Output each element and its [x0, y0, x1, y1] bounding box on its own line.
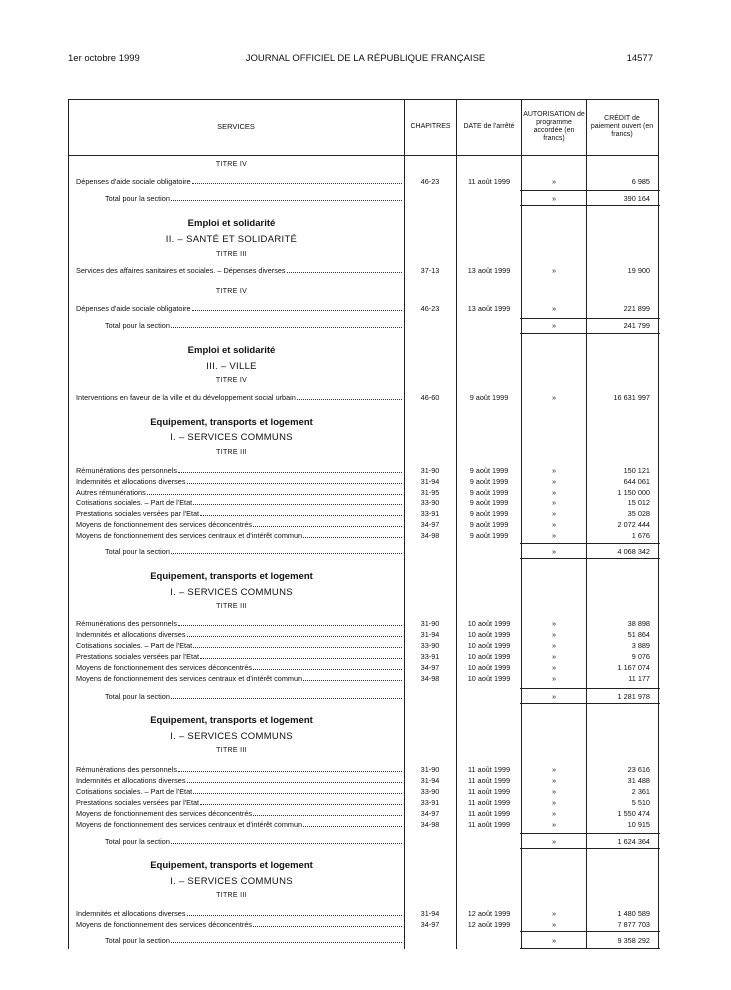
credit-cell: 10 915 — [627, 820, 650, 829]
chapitre-cell: 31-94 — [420, 909, 440, 918]
credit-cell: 23 616 — [627, 765, 650, 774]
chapitre-cell: 31-94 — [420, 630, 440, 639]
table-row — [68, 808, 659, 819]
chapitre-cell: 34-97 — [420, 920, 440, 929]
service-label: Rémunérations des personnels — [76, 466, 177, 475]
autorisation-cell: » — [551, 909, 557, 918]
col-header-services: SERVICES — [217, 122, 255, 131]
date-cell: 10 août 1999 — [467, 619, 511, 628]
autorisation-cell: » — [551, 776, 557, 785]
table-row — [68, 176, 659, 187]
page-number: 14577 — [626, 53, 653, 64]
chapitre-cell: 31-90 — [420, 765, 440, 774]
service-label: Prestations sociales versées par l'Etat — [76, 652, 200, 661]
chapitre-cell: 34-98 — [420, 820, 440, 829]
total-credit: 241 799 — [623, 321, 650, 330]
autorisation-cell: » — [551, 393, 557, 402]
date-cell: 11 août 1999 — [467, 820, 511, 829]
autorisation-cell: » — [551, 663, 557, 672]
col-header-chapitres: CHAPITRES — [410, 123, 451, 130]
table-row — [68, 908, 659, 919]
autorisation-cell: » — [551, 920, 557, 929]
table-row — [68, 640, 659, 651]
service-label: Moyens de fonctionnement des services centraux et d'intérêt commun — [76, 531, 303, 540]
credit-cell: 644 061 — [623, 477, 650, 486]
total-credit: 4 068 342 — [617, 547, 650, 556]
titre-heading: TITRE IV — [215, 161, 248, 168]
autorisation-cell: » — [551, 466, 557, 475]
table-row — [68, 775, 659, 786]
credit-cell: 1 676 — [631, 531, 650, 540]
section-title: I. – SERVICES COMMUNS — [170, 876, 293, 887]
total-box-line — [520, 833, 660, 834]
table-row — [68, 303, 659, 314]
total-autorisation: » — [551, 936, 557, 945]
table-row — [68, 673, 659, 684]
total-label: Total pour la section — [105, 692, 170, 701]
chapitre-cell: 34-97 — [420, 809, 440, 818]
col-header-date: DATE de l'arrêté — [463, 123, 515, 130]
table-row — [68, 530, 659, 541]
header-date: 1er octobre 1999 — [68, 53, 140, 64]
date-cell: 11 août 1999 — [467, 177, 511, 186]
table-row — [68, 497, 659, 508]
date-cell: 10 août 1999 — [467, 674, 511, 683]
credit-cell: 31 488 — [627, 776, 650, 785]
section-title: I. – SERVICES COMMUNS — [170, 432, 293, 443]
table-row — [68, 519, 659, 530]
ministry-title: Emploi et solidarité — [187, 218, 276, 229]
date-cell: 11 août 1999 — [467, 776, 511, 785]
titre-heading: TITRE III — [216, 747, 247, 754]
titre-heading: TITRE III — [216, 892, 247, 899]
total-credit: 9 358 292 — [617, 936, 650, 945]
credit-cell: 150 121 — [623, 466, 650, 475]
ministry-title: Equipement, transports et logement — [150, 860, 313, 871]
service-label: Autres rémunérations — [76, 488, 146, 497]
autorisation-cell: » — [551, 177, 557, 186]
total-credit: 1 624 364 — [617, 837, 650, 846]
service-label: Indemnités et allocations diverses — [76, 909, 186, 918]
service-label: Moyens de fonctionnement des services centraux et d'intérêt commun — [76, 674, 303, 683]
col-header-autorisation: AUTORISATION de programme accordée (en francs) — [523, 111, 585, 142]
service-label: Cotisations sociales. – Part de l'Etat — [76, 498, 193, 507]
chapitre-cell: 46-23 — [420, 177, 440, 186]
date-cell: 13 août 1999 — [467, 266, 511, 275]
titre-heading: TITRE III — [216, 603, 247, 610]
service-label: Dépenses d'aide sociale obligatoire — [76, 304, 191, 313]
date-cell: 13 août 1999 — [467, 304, 511, 313]
total-row — [68, 546, 659, 557]
chapitre-cell: 31-94 — [420, 477, 440, 486]
ministry-title: Emploi et solidarité — [187, 345, 276, 356]
service-label: Dépenses d'aide sociale obligatoire — [76, 177, 191, 186]
credit-cell: 38 898 — [627, 619, 650, 628]
credit-cell: 11 177 — [628, 674, 650, 683]
chapitre-cell: 34-98 — [420, 531, 440, 540]
titre-heading: TITRE III — [216, 251, 247, 258]
chapitre-cell: 33-91 — [420, 509, 440, 518]
chapitre-cell: 31-90 — [420, 619, 440, 628]
credit-cell: 7 877 703 — [617, 920, 650, 929]
chapitre-cell: 34-97 — [420, 663, 440, 672]
table-row — [68, 797, 659, 808]
autorisation-cell: » — [551, 498, 557, 507]
date-cell: 9 août 1999 — [469, 466, 509, 475]
total-box-line — [520, 543, 660, 544]
total-label: Total pour la section — [105, 837, 170, 846]
chapitre-cell: 33-90 — [420, 498, 440, 507]
service-label: Moyens de fonctionnement des services déconcentrés — [76, 520, 253, 529]
service-label: Prestations sociales versées par l'Etat — [76, 509, 200, 518]
credit-cell: 2 072 444 — [617, 520, 650, 529]
section-title: I. – SERVICES COMMUNS — [170, 587, 293, 598]
service-label: Moyens de fonctionnement des services déconcentrés — [76, 809, 253, 818]
credit-cell: 6 985 — [631, 177, 650, 186]
date-cell: 12 août 1999 — [467, 909, 511, 918]
date-cell: 9 août 1999 — [469, 520, 509, 529]
total-box-line — [520, 333, 660, 334]
credit-cell: 51 864 — [627, 630, 650, 639]
table-row — [68, 919, 659, 930]
credit-cell: 221 899 — [623, 304, 650, 313]
service-label: Services des affaires sanitaires et sociales. – Dépenses diverses — [76, 266, 286, 275]
total-label: Total pour la section — [105, 321, 170, 330]
section-title: I. – SERVICES COMMUNS — [170, 731, 293, 742]
ministry-title: Equipement, transports et logement — [150, 715, 313, 726]
autorisation-cell: » — [551, 266, 557, 275]
service-label: Indemnités et allocations diverses — [76, 477, 186, 486]
total-box-line — [520, 205, 660, 206]
chapitre-cell: 33-90 — [420, 787, 440, 796]
table-row — [68, 476, 659, 487]
total-box-line — [520, 848, 660, 849]
total-label: Total pour la section — [105, 547, 170, 556]
service-label: Cotisations sociales. – Part de l'Etat — [76, 641, 193, 650]
total-label: Total pour la section — [105, 936, 170, 945]
autorisation-cell: » — [551, 531, 557, 540]
ministry-title: Equipement, transports et logement — [150, 417, 313, 428]
chapitre-cell: 34-98 — [420, 674, 440, 683]
autorisation-cell: » — [551, 520, 557, 529]
table-row — [68, 764, 659, 775]
service-label: Interventions en faveur de la ville et du développement social urbain — [76, 393, 296, 402]
total-box-line — [520, 318, 660, 319]
autorisation-cell: » — [551, 488, 557, 497]
credit-cell: 1 167 074 — [617, 663, 650, 672]
total-row — [68, 193, 659, 204]
total-credit: 390 164 — [623, 194, 650, 203]
date-cell: 10 août 1999 — [467, 630, 511, 639]
journal-title: JOURNAL OFFICIEL DE LA RÉPUBLIQUE FRANÇAISE — [245, 53, 486, 64]
service-label: Moyens de fonctionnement des services centraux et d'intérêt commun — [76, 820, 303, 829]
chapitre-cell: 31-95 — [420, 488, 440, 497]
chapitre-cell: 33-91 — [420, 798, 440, 807]
credit-cell: 15 012 — [627, 498, 650, 507]
credit-cell: 2 361 — [631, 787, 650, 796]
total-box-line — [520, 688, 660, 689]
service-label: Rémunérations des personnels — [76, 765, 177, 774]
total-credit: 1 281 978 — [617, 692, 650, 701]
autorisation-cell: » — [551, 477, 557, 486]
date-cell: 11 août 1999 — [467, 765, 511, 774]
ministry-title: Equipement, transports et logement — [150, 571, 313, 582]
autorisation-cell: » — [551, 509, 557, 518]
titre-heading: TITRE IV — [215, 288, 248, 295]
total-row — [68, 320, 659, 331]
total-box-line — [520, 703, 660, 704]
service-label: Indemnités et allocations diverses — [76, 630, 186, 639]
date-cell: 10 août 1999 — [467, 652, 511, 661]
table-row — [68, 265, 659, 276]
header-bottom-border — [68, 155, 659, 156]
total-autorisation: » — [551, 194, 557, 203]
credit-cell: 9 076 — [631, 652, 650, 661]
total-autorisation: » — [551, 692, 557, 701]
credit-cell: 35 028 — [627, 509, 650, 518]
chapitre-cell: 33-90 — [420, 641, 440, 650]
autorisation-cell: » — [551, 652, 557, 661]
autorisation-cell: » — [551, 674, 557, 683]
table-row — [68, 392, 659, 403]
autorisation-cell: » — [551, 630, 557, 639]
date-cell: 11 août 1999 — [467, 787, 511, 796]
autorisation-cell: » — [551, 798, 557, 807]
credit-cell: 5 510 — [631, 798, 650, 807]
total-autorisation: » — [551, 321, 557, 330]
total-box-line — [520, 931, 660, 932]
autorisation-cell: » — [551, 641, 557, 650]
service-label: Moyens de fonctionnement des services déconcentrés — [76, 663, 253, 672]
date-cell: 12 août 1999 — [467, 920, 511, 929]
autorisation-cell: » — [551, 787, 557, 796]
table-row — [68, 465, 659, 476]
total-row — [68, 691, 659, 702]
credit-cell: 3 889 — [631, 641, 650, 650]
titre-heading: TITRE III — [216, 449, 247, 456]
date-cell: 9 août 1999 — [469, 393, 509, 402]
date-cell: 10 août 1999 — [467, 641, 511, 650]
total-autorisation: » — [551, 837, 557, 846]
table-row — [68, 629, 659, 640]
autorisation-cell: » — [551, 619, 557, 628]
titre-heading: TITRE IV — [215, 377, 248, 384]
total-label: Total pour la section — [105, 194, 170, 203]
total-autorisation: » — [551, 547, 557, 556]
date-cell: 9 août 1999 — [469, 488, 509, 497]
chapitre-cell: 31-94 — [420, 776, 440, 785]
table-row — [68, 618, 659, 629]
service-label: Prestations sociales versées par l'Etat — [76, 798, 200, 807]
chapitre-cell: 46-23 — [420, 304, 440, 313]
table-row — [68, 819, 659, 830]
credit-cell: 1 480 589 — [617, 909, 650, 918]
date-cell: 11 août 1999 — [467, 809, 511, 818]
autorisation-cell: » — [551, 304, 557, 313]
autorisation-cell: » — [551, 809, 557, 818]
credits-table — [68, 99, 659, 949]
date-cell: 9 août 1999 — [469, 498, 509, 507]
chapitre-cell: 31-90 — [420, 466, 440, 475]
chapitre-cell: 37-13 — [420, 266, 440, 275]
credit-cell: 19 900 — [627, 266, 650, 275]
autorisation-cell: » — [551, 765, 557, 774]
table-row — [68, 662, 659, 673]
autorisation-cell: » — [551, 820, 557, 829]
table-row — [68, 508, 659, 519]
date-cell: 9 août 1999 — [469, 509, 509, 518]
service-label: Moyens de fonctionnement des services déconcentrés — [76, 920, 253, 929]
table-row — [68, 651, 659, 662]
col-header-credit: CRÉDIT de paiement ouvert (en francs) — [590, 115, 654, 138]
chapitre-cell: 33-91 — [420, 652, 440, 661]
chapitre-cell: 46-60 — [420, 393, 440, 402]
service-label: Rémunérations des personnels — [76, 619, 177, 628]
total-row — [68, 935, 659, 946]
total-row — [68, 836, 659, 847]
section-title: II. – SANTÉ ET SOLIDARITÉ — [165, 234, 298, 245]
table-row — [68, 786, 659, 797]
total-box-line — [520, 190, 660, 191]
total-box-line — [520, 558, 660, 559]
date-cell: 10 août 1999 — [467, 663, 511, 672]
date-cell: 11 août 1999 — [467, 798, 511, 807]
service-label: Cotisations sociales. – Part de l'Etat — [76, 787, 193, 796]
date-cell: 9 août 1999 — [469, 477, 509, 486]
section-title: III. – VILLE — [206, 361, 257, 372]
credit-cell: 1 150 000 — [617, 488, 650, 497]
service-label: Indemnités et allocations diverses — [76, 776, 186, 785]
chapitre-cell: 34-97 — [420, 520, 440, 529]
credit-cell: 16 631 997 — [613, 393, 650, 402]
credit-cell: 1 550 474 — [617, 809, 650, 818]
total-box-line — [520, 948, 660, 949]
date-cell: 9 août 1999 — [469, 531, 509, 540]
